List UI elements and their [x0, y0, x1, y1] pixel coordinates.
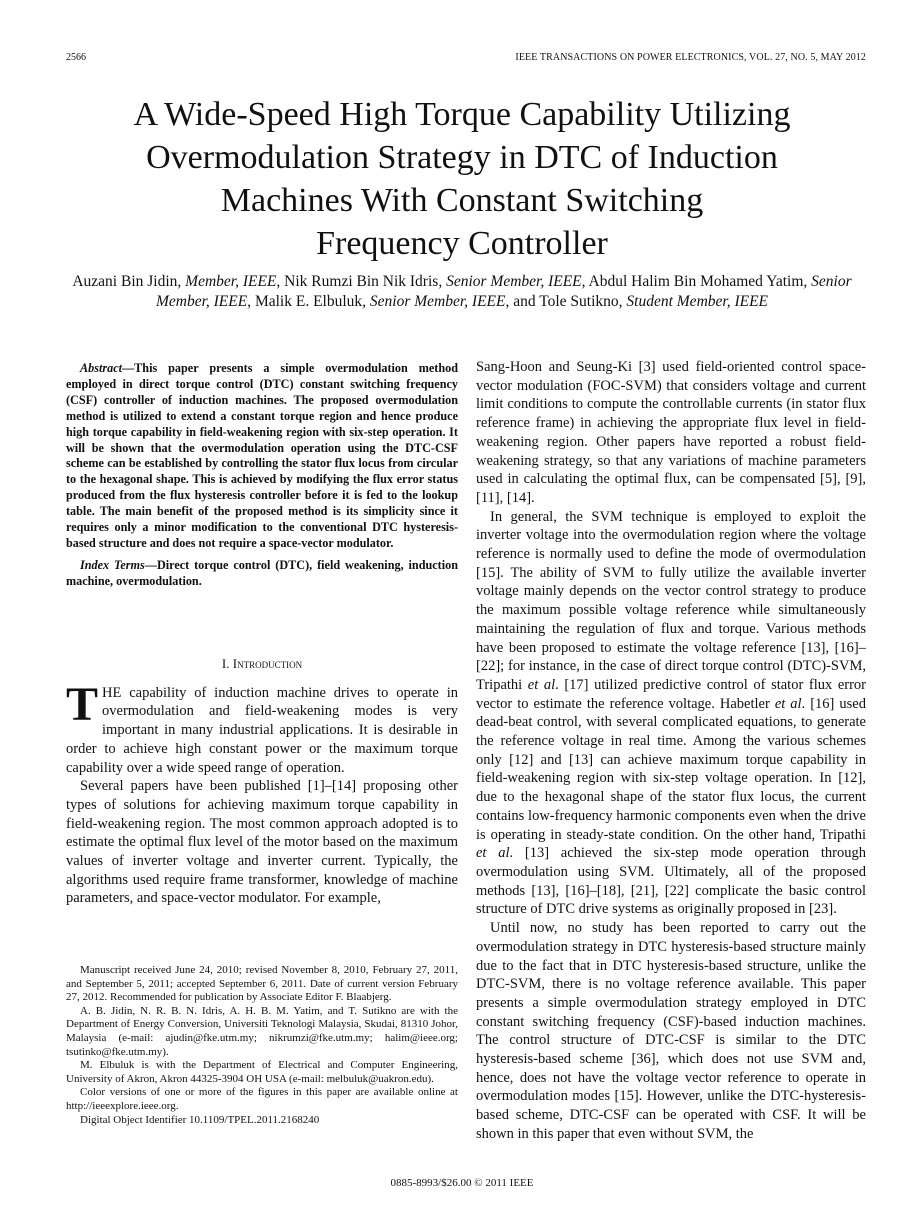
index-terms-label: Index Terms: [80, 557, 145, 572]
abstract-label: Abstract: [80, 361, 122, 375]
footnote: Color versions of one or more of the figures in this paper are available online at http://ieeexplore.ieee.org.: [66, 1086, 458, 1112]
paper-title: [60, 93, 864, 265]
title-line: Machines With Constant Switching: [220, 182, 704, 219]
footnote: Manuscript received June 24, 2010; revised November 8, 2010, February 27, 2011, and September 5, 2011; accepted September 6, 2011. Date of current version February 27, 2012. Recommended for publication by Associate Editor F. Blaabjerg.: [66, 964, 458, 1004]
section-title: Introduction: [232, 656, 303, 671]
author-list: [60, 272, 864, 312]
section-heading: [66, 655, 458, 674]
index-terms-text: —Direct torque control (DTC), field weakening, induction machine, overmodulation.: [66, 557, 458, 588]
abstract-text: —This paper presents a simple overmodulation method employed in direct torque control (DTC) constant switching frequency (CSF) controller of induction machines. The proposed overmodulation method is utilized to extend a constant torque region and hence produce high torque capability in field-weakening region with six-step operation. It will be shown that the overmodulation operation using the DTC-CSF scheme can be established by controlling the stator flux locus from circular to the hexagonal shape. This is achieved by modifying the flux error status produced from the flux hysteresis controller before it is fed to the lookup table. The main benefit of the proposed method is its simplicity since it requires only a minor modification to the conventional DTC hysteresis-based structure and does not require a space-vector modulator.: [66, 361, 458, 550]
text-span: . [17] utilized predictive control of stator flux error vector to estimate the reference voltage. Habetler: [476, 676, 866, 712]
abstract: [66, 361, 458, 552]
paragraph: Until now, no study has been reported to carry out the overmodulation strategy in DTC hysteresis-based structure mainly due to the fact that in DTC hysteresis-based structure, unlike the DTC-SVM, there is no voltage reference available. This paper presents a simple overmodulation strategy employed in DTC constant switching frequency (CSF)-based induction machines. The control structure of DTC-CSF is similar to the DTC hysteresis-based scheme [36], which does not use SVM and, hence, does not have the voltage vector reference to operate in overmodulation modes [15]. However, unlike the DTC-hysteresis-based scheme, DTC-CSF can be operated with CSF. It will be shown in this paper that even without SVM, the: [476, 920, 866, 1142]
text-span: et al: [476, 845, 510, 862]
copyright-footer: 0885-8993/$26.00 © 2011 IEEE: [390, 1177, 534, 1189]
author-role: , Senior Member, IEEE: [362, 293, 506, 310]
paragraph-text: HE capability of induction machine drives to operate in overmodulation and field-weakening modes is very important in many industrial applications. It is desirable in order to achieve high constant power or the maximum torque capability over a wide speed range of operation.: [66, 684, 458, 776]
text-span: . [16] used dead-beat control, with several complicated equations, to generate the reference voltage in real time. Among the various schemes only [12] and [13] can achieve maximum torque capability in field-weakening region with six-step voltage operation. In [12], due to the hexagonal shape of the stator flux locus, the current contains low-frequency harmonic components even when the drive is operating in steady-state condition. On the other hand, Tripathi: [476, 695, 866, 843]
introduction-section: [66, 655, 458, 908]
journal-header: IEEE TRANSACTIONS ON POWER ELECTRONICS, VOL. 27, NO. 5, MAY 2012: [515, 52, 866, 63]
page-number: 2566: [66, 52, 86, 63]
text-span: In general, the SVM technique is employed to exploit the inverter voltage into the overmodulation region where the voltage reference is normally used to define the mode of overmodulation [15]. The ability of SVM to fully utilize the available inverter voltage mainly depends on the vector control strategy to produce the maximum possible voltage reference while simultaneously maintaining the regulation of flux and torque. Various methods have been proposed to estimate the voltage reference [13], [16]–[22]; for instance, in the case of direct torque control (DTC)-SVM, Tripathi: [476, 508, 866, 693]
abstract-block: [66, 361, 458, 590]
text-span: et al: [527, 676, 556, 693]
footnotes: [66, 964, 458, 1127]
footnote: M. Elbuluk is with the Department of Electrical and Computer Engineering, University of Akron, Akron 44325-3904 OH USA (e-mail: melbuluk@uakron.edu).: [66, 1059, 458, 1085]
author-role: , Student Member, IEEE: [618, 293, 769, 310]
intro-paragraph-2: Several papers have been published [1]–[14] proposing other types of solutions for achieving maximum torque capability in field-weakening region. The most common approach adopted is to estimate the optimal flux level of the motor based on the maximum values of inverter voltage and inverter current. Typically, the algorithms used require frame transformer, knowledge of machine parameters, and space-vector modulator. For example,: [66, 778, 458, 907]
text-span: . [13] achieved the six-step mode operation through overmodulation using SVM. Ultimately, all of the proposed methods [13], [16]–[18], [21], [22] complicate the basic control structure of DTC drive systems as originally proposed in [23].: [476, 845, 866, 918]
author-name: , Abdul Halim Bin Mohamed Yatim: [581, 273, 804, 290]
drop-cap: T: [66, 677, 99, 731]
footnote: A. B. Jidin, N. R. B. N. Idris, A. H. B. M. Yatim, and T. Sutikno are with the Department of Energy Conversion, Universiti Teknologi Malaysia, Skudai, 81310 Johor, Malaysia (e-mail: ajudin@fke.utm.my; nikrumzi@fke.utm.my; halim@ieee.org; tsutinko@fke.utm.my).: [66, 1004, 458, 1058]
author-name: Auzani Bin Jidin: [72, 273, 178, 290]
author-name: , and Tole Sutikno: [505, 293, 619, 310]
author-name: , Malik E. Elbuluk: [247, 293, 363, 310]
right-column: [476, 358, 866, 1144]
index-terms: [66, 558, 458, 590]
author-role: , Member, IEEE: [177, 273, 277, 290]
author-name: , Nik Rumzi Bin Nik Idris: [276, 273, 439, 290]
section-number: I.: [221, 656, 233, 671]
title-line: Overmodulation Strategy in DTC of Induction: [146, 139, 778, 176]
footnote: Digital Object Identifier 10.1109/TPEL.2011.2168240: [80, 1113, 320, 1126]
author-role: , Senior Member, IEEE: [155, 273, 852, 310]
title-line: A Wide-Speed High Torque Capability Utilizing: [133, 96, 791, 133]
paragraph: [476, 508, 866, 919]
paragraph: Sang-Hoon and Seung-Ki [3] used field-oriented control space-vector modulation (FOC-SVM) that considers voltage and current limit conditions to compute the controllable currents (in stator flux reference frame) in achieving the appropriate flux level in field-weakening region. Other papers have reported a robust field-weakening strategy, so that any variations of machine parameters used in calculating the optimal flux, can be compensated [5], [9], [11], [14].: [476, 359, 866, 506]
intro-paragraph-1: [66, 677, 458, 778]
author-role: , Senior Member, IEEE: [438, 273, 582, 290]
title-line: Frequency Controller: [316, 225, 608, 262]
text-span: et al: [774, 695, 802, 712]
